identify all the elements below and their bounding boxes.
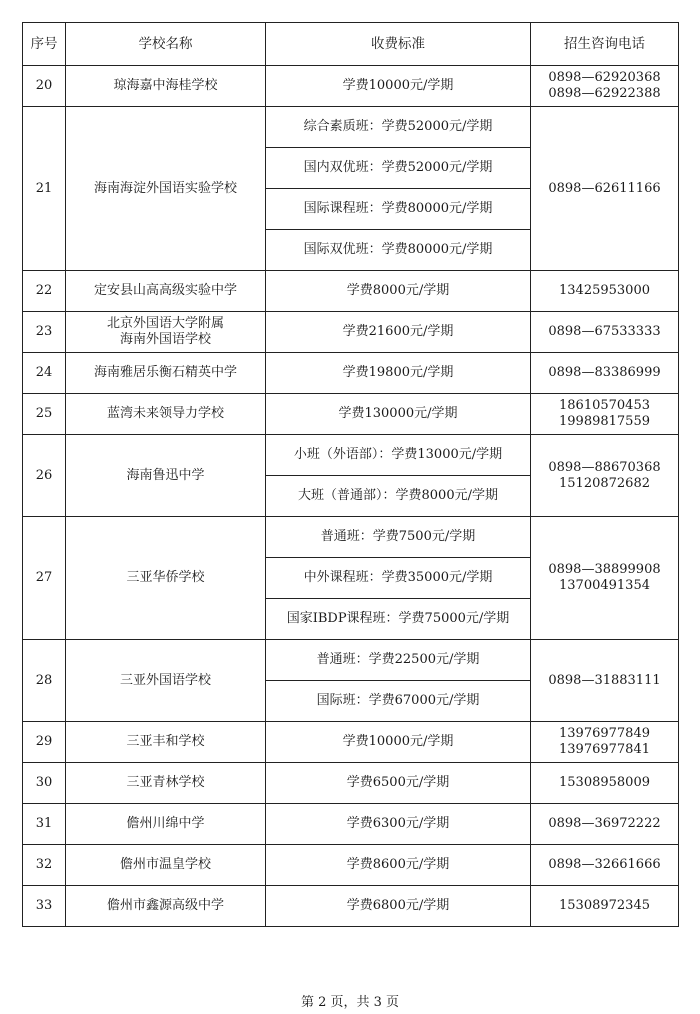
- phone-number: 15308958009: [559, 775, 650, 790]
- enrollment-phone: [531, 886, 679, 927]
- school-name: [66, 517, 266, 640]
- school-name-line: 海南外国语学校: [119, 332, 211, 347]
- phone-number: 13976977841: [559, 742, 650, 757]
- school-name: [66, 804, 266, 845]
- table-row: [23, 845, 679, 886]
- fee-standard: 大班（普通部）：学费8000元/学期: [266, 476, 531, 517]
- school-name: [66, 271, 266, 312]
- table-row: [23, 640, 679, 681]
- fee-standard: 学费6500元/学期: [266, 763, 531, 804]
- enrollment-phone: [531, 66, 679, 107]
- phone-number: 13976977849: [559, 726, 650, 741]
- school-name-line: 海南雅居乐衡石精英中学: [93, 365, 237, 380]
- row-number: 30: [23, 763, 66, 804]
- phone-number: 0898—32661666: [548, 857, 661, 872]
- enrollment-phone: [531, 271, 679, 312]
- school-name-line: 定安县山高高级实验中学: [93, 283, 237, 298]
- fee-standard: 综合素质班：学费52000元/学期: [266, 107, 531, 148]
- phone-number: 0898—62920368: [548, 70, 661, 85]
- row-number: 32: [23, 845, 66, 886]
- row-number: 25: [23, 394, 66, 435]
- fee-standard: 学费130000元/学期: [266, 394, 531, 435]
- row-number: 31: [23, 804, 66, 845]
- header-phone: 招生咨询电话: [531, 23, 679, 66]
- row-number: 24: [23, 353, 66, 394]
- header-no: 序号: [23, 23, 66, 66]
- school-name-line: 三亚外国语学校: [119, 672, 211, 688]
- table-row: [23, 886, 679, 927]
- fee-table: [22, 22, 679, 927]
- table-row: [23, 763, 679, 804]
- school-name: [66, 394, 266, 435]
- header-fee: 收费标准: [266, 23, 531, 66]
- school-name-line: 儋州市鑫源高级中学: [106, 898, 224, 913]
- school-name: [66, 353, 266, 394]
- fee-standard: 国际班：学费67000元/学期: [266, 681, 531, 722]
- fee-standard: 中外课程班：学费35000元/学期: [266, 558, 531, 599]
- row-number: 33: [23, 886, 66, 927]
- enrollment-phone: [531, 763, 679, 804]
- phone-number: 0898—62611166: [548, 180, 661, 196]
- school-name: [66, 107, 266, 271]
- fee-standard: 小班（外语部）：学费13000元/学期: [266, 435, 531, 476]
- fee-standard: 学费6300元/学期: [266, 804, 531, 845]
- phone-number: 0898—83386999: [548, 365, 661, 380]
- phone-number: 19989817559: [559, 414, 650, 429]
- table-row: [23, 804, 679, 845]
- page-footer: 第 2 页，共 3 页: [300, 995, 400, 1010]
- school-name-line: 三亚青林学校: [126, 775, 205, 790]
- fee-standard: 学费8000元/学期: [266, 271, 531, 312]
- enrollment-phone: [531, 640, 679, 722]
- table-body: [23, 66, 679, 927]
- row-number: 21: [23, 107, 66, 271]
- enrollment-phone: [531, 722, 679, 763]
- fee-standard: 学费10000元/学期: [266, 66, 531, 107]
- school-name: [66, 886, 266, 927]
- school-name: [66, 722, 266, 763]
- school-name: [66, 435, 266, 517]
- enrollment-phone: [531, 107, 679, 271]
- school-name-line: 儋州川绵中学: [126, 816, 205, 831]
- table-row: [23, 271, 679, 312]
- school-name-line: 三亚丰和学校: [126, 734, 205, 749]
- table-row: [23, 107, 679, 148]
- school-name: [66, 845, 266, 886]
- fee-standard: 国内双优班：学费52000元/学期: [266, 148, 531, 189]
- table-row: [23, 722, 679, 763]
- fee-standard: 学费19800元/学期: [266, 353, 531, 394]
- enrollment-phone: [531, 353, 679, 394]
- table-row: [23, 394, 679, 435]
- phone-number: 0898—88670368: [548, 459, 661, 475]
- school-name-line: 海南海淀外国语实验学校: [93, 180, 237, 196]
- phone-number: 13700491354: [559, 578, 650, 593]
- row-number: 23: [23, 312, 66, 353]
- school-name-line: 海南鲁迅中学: [126, 467, 205, 483]
- phone-number: 0898—38899908: [548, 562, 661, 577]
- fee-standard: 学费8600元/学期: [266, 845, 531, 886]
- phone-number: 0898—62922388: [548, 86, 661, 101]
- school-name-line: 琼海嘉中海桂学校: [113, 78, 218, 93]
- school-name: [66, 640, 266, 722]
- enrollment-phone: [531, 517, 679, 640]
- enrollment-phone: [531, 394, 679, 435]
- school-name-line: 北京外国语大学附属: [106, 316, 224, 331]
- enrollment-phone: [531, 804, 679, 845]
- header-school: 学校名称: [66, 23, 266, 66]
- enrollment-phone: [531, 312, 679, 353]
- school-name: [66, 763, 266, 804]
- row-number: 27: [23, 517, 66, 640]
- row-number: 20: [23, 66, 66, 107]
- fee-standard: 学费21600元/学期: [266, 312, 531, 353]
- row-number: 28: [23, 640, 66, 722]
- phone-number: 15308972345: [559, 898, 650, 913]
- school-name: [66, 312, 266, 353]
- school-name-line: 三亚华侨学校: [126, 570, 205, 585]
- school-name: [66, 66, 266, 107]
- phone-number: 0898—36972222: [548, 816, 661, 831]
- row-number: 26: [23, 435, 66, 517]
- table-row: [23, 312, 679, 353]
- phone-number: 0898—31883111: [548, 672, 661, 688]
- row-number: 29: [23, 722, 66, 763]
- enrollment-phone: [531, 845, 679, 886]
- table-row: [23, 353, 679, 394]
- table-row: [23, 66, 679, 107]
- phone-number: 13425953000: [559, 283, 650, 298]
- fee-standard: 学费10000元/学期: [266, 722, 531, 763]
- enrollment-phone: [531, 435, 679, 517]
- phone-number: 0898—67533333: [548, 324, 661, 339]
- fee-standard: 国际课程班：学费80000元/学期: [266, 189, 531, 230]
- row-number: 22: [23, 271, 66, 312]
- fee-standard: 普通班：学费7500元/学期: [266, 517, 531, 558]
- fee-standard: 国家IBDP课程班：学费75000元/学期: [266, 599, 531, 640]
- fee-standard: 国际双优班：学费80000元/学期: [266, 230, 531, 271]
- header-row: [23, 23, 679, 66]
- school-name-line: 儋州市温皇学校: [119, 857, 211, 872]
- fee-standard: 普通班：学费22500元/学期: [266, 640, 531, 681]
- table-row: [23, 435, 679, 476]
- school-name-line: 蓝湾未来领导力学校: [106, 406, 224, 421]
- table-row: [23, 517, 679, 558]
- fee-standard: 学费6800元/学期: [266, 886, 531, 927]
- phone-number: 18610570453: [559, 398, 650, 413]
- phone-number: 15120872682: [559, 475, 650, 491]
